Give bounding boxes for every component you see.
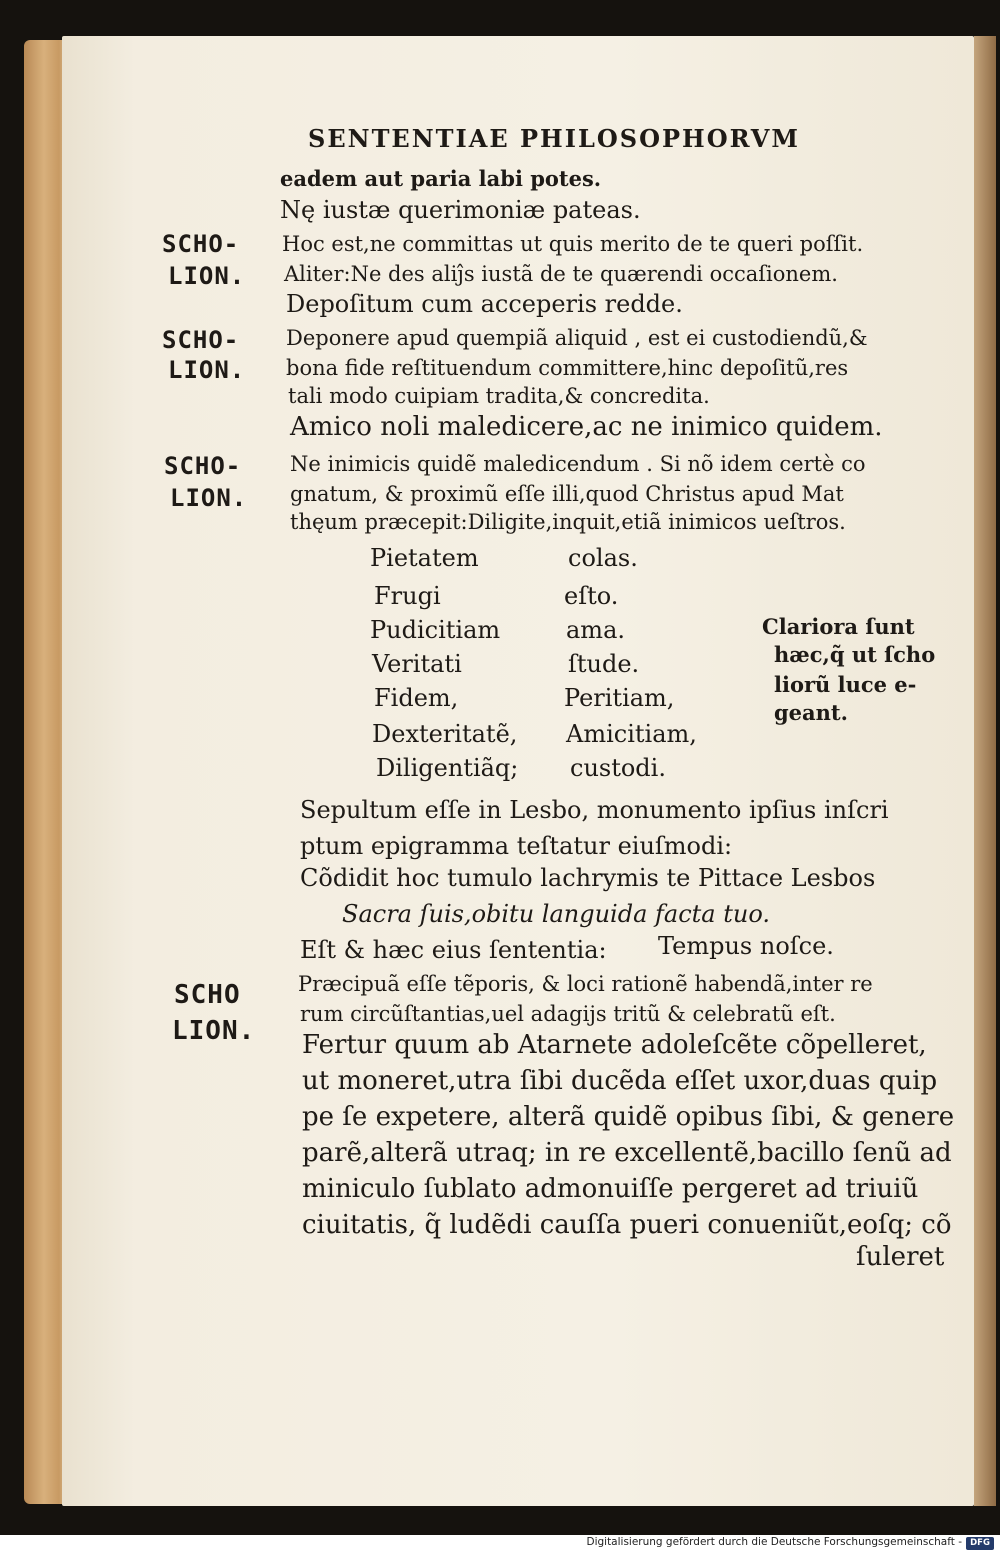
text-line: eadem aut paria labi potes.	[280, 166, 602, 191]
footer-bar	[0, 1535, 1000, 1552]
scholion-label: SCHO-	[162, 230, 240, 258]
text-line: bona fide reſtituendum committere,hinc depoſitũ,res	[286, 356, 849, 380]
text-line: pe ſe expetere, alterã quidẽ opibus ſibi, & genere	[302, 1102, 955, 1132]
side-note-line: geant.	[774, 700, 848, 725]
text-line: Eſt & hæc eius ſententia:	[300, 936, 607, 964]
side-note-line: hæc,q̃ ut ſcho	[774, 642, 936, 667]
text-line: Aliter:Ne des aliĵs iustã de te quærendi occaſionem.	[284, 262, 838, 286]
scholion-label: LION.	[168, 356, 246, 384]
book-page	[62, 36, 974, 1506]
side-note-line: liorũ luce e-	[774, 672, 917, 697]
text-line: parẽ,alterã utraq; in re excellentẽ,bacillo ſenũ ad	[302, 1138, 952, 1168]
precept-word: Diligentiãq;	[376, 754, 519, 782]
precept-verb: Peritiam,	[564, 684, 675, 712]
text-line: Hoc est,ne committas ut quis merito de te queri poſſit.	[282, 232, 864, 256]
text-line: thęum præcepit:Diligite,inquit,etiã inimicos ueſtros.	[290, 510, 846, 534]
scholion-label: SCHO	[174, 980, 241, 1010]
scholion-label: LION.	[170, 484, 248, 512]
dfg-logo: DFG	[966, 1537, 994, 1550]
text-line: Sepultum eſſe in Lesbo, monumento ipſius inſcri	[300, 796, 889, 824]
precept-verb: ama.	[566, 616, 626, 644]
text-line: miniculo ſublato admonuiſſe pergeret ad triuiũ	[302, 1174, 919, 1204]
precept-word: Veritati	[372, 650, 462, 678]
funding-credit: Digitalisierung gefördert durch die Deutsche Forschungsgemeinschaft -	[586, 1536, 962, 1548]
text-line: Amico noli maledicere,ac ne inimico quidem.	[290, 412, 883, 442]
text-line: Præcipuã eſſe tẽporis, & loci rationẽ habendã,inter re	[298, 972, 873, 996]
precept-word: Pietatem	[370, 544, 479, 572]
text-line: ptum epigramma teſtatur eiuſmodi:	[300, 832, 733, 860]
epigram-line: Sacra ſuis,obitu languida facta tuo.	[342, 900, 770, 928]
text-line: Deponere apud quempiã aliquid , est ei custodiendũ,&	[286, 326, 868, 350]
precept-word: Pudicitiam	[370, 616, 501, 644]
running-title: SENTENTIAE PHILOSOPHORVM	[308, 124, 800, 153]
scholion-label: LION.	[172, 1016, 256, 1046]
scholion-label: SCHO-	[164, 452, 242, 480]
precept-verb: ſtude.	[568, 650, 640, 678]
precept-verb: Amicitiam,	[566, 720, 697, 748]
text-line: ut moneret,utra ſibi ducẽda eſſet uxor,duas quip	[302, 1066, 938, 1096]
epigram-line: Cõdidit hoc tumulo lachrymis te Pittace Lesbos	[300, 864, 876, 892]
side-note-line: Clariora ſunt	[762, 614, 915, 639]
scholion-label: SCHO-	[162, 326, 240, 354]
text-line: Nę iustæ querimoniæ pateas.	[280, 196, 641, 224]
sentence-highlight: Tempus noſce.	[658, 932, 834, 960]
text-line: Depoſitum cum acceperis redde.	[286, 290, 683, 318]
precept-verb: eſto.	[564, 582, 619, 610]
precept-word: Fidem,	[374, 684, 459, 712]
text-line: rum circũſtantias,uel adagijs tritũ & celebratũ eſt.	[300, 1002, 836, 1026]
text-line: Fertur quum ab Atarnete adoleſcẽte cõpelleret,	[302, 1030, 927, 1060]
text-line: ciuitatis, q̃ ludẽdi cauſſa pueri conueniũt,eoſq; cõ	[302, 1210, 952, 1240]
text-line: Ne inimicis quidẽ maledicendum . Si nõ idem certè co	[290, 452, 866, 476]
text-line: tali modo cuipiam tradita,& concredita.	[288, 384, 710, 408]
scholion-label: LION.	[168, 262, 246, 290]
precept-word: Frugi	[374, 582, 441, 610]
catchword: ſuleret	[856, 1242, 945, 1272]
precept-verb: custodi.	[570, 754, 666, 782]
text-line: gnatum, & proximũ eſſe illi,quod Christus apud Mat	[290, 482, 844, 506]
precept-word: Dexteritatẽ,	[372, 720, 518, 748]
precept-verb: colas.	[568, 544, 638, 572]
book-fore-edge	[974, 36, 996, 1506]
